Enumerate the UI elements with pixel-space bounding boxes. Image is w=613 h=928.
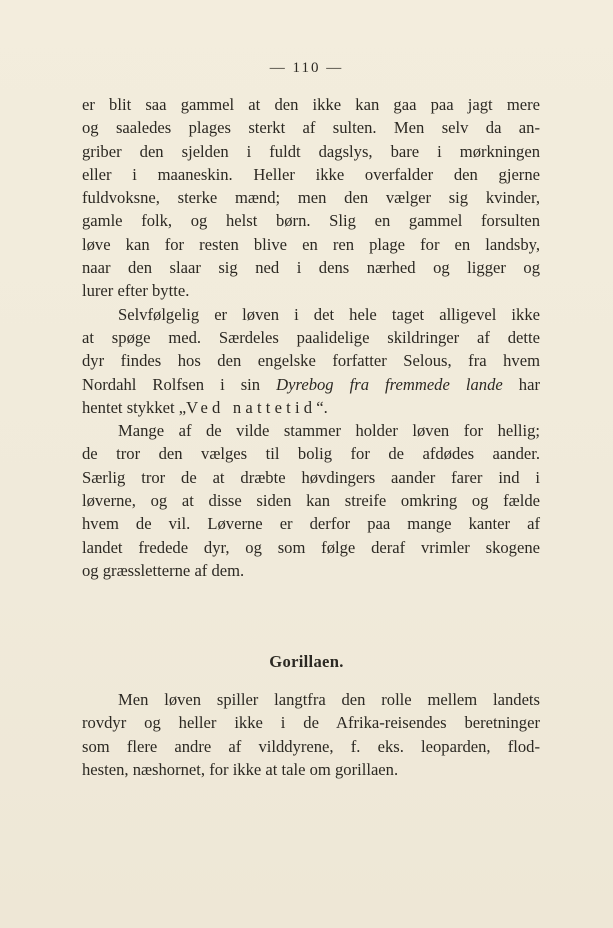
- text-line: [82, 396, 540, 419]
- text-line: landet fredede dyr, og som følge deraf vrimler skogene: [82, 537, 540, 557]
- text-line: fuldvoksne, sterke mænd; men den vælger sig kvinder,: [82, 188, 540, 208]
- text-line: rovdyr og heller ikke i de Afrika-reisendes beretninger: [82, 713, 540, 733]
- body-text: [82, 688, 540, 781]
- text-line: lurer efter bytte.: [82, 281, 190, 301]
- text-run: “.: [316, 397, 328, 417]
- text-line: hvem de vil. Løverne er derfor paa mange kanter af: [82, 514, 540, 534]
- text-line: griber den sjelden i fuldt dagslys, bare i mørkningen: [82, 141, 540, 161]
- text-line: eller i maaneskin. Heller ikke overfalder den gjerne: [82, 164, 540, 184]
- text-run: hentet stykket „: [82, 397, 187, 417]
- text-line: og saaledes plages sterkt af sulten. Men selv da an-: [82, 118, 540, 138]
- text-line: gamle folk, og helst børn. Slig en gammel forsulten: [82, 211, 540, 231]
- text-line: Men løven spiller langtfra den rolle mellem landets: [118, 690, 540, 709]
- text-line: Selvfølgelig er løven i det hele taget alligevel ikke: [118, 304, 540, 324]
- text-line: som flere andre af vilddyrene, f. eks. leoparden, flod-: [82, 736, 540, 756]
- text-line: løverne, og at disse siden kan streife omkring og fælde: [82, 491, 540, 511]
- text-line: er blit saa gammel at den ikke kan gaa paa jagt mere: [82, 95, 540, 114]
- text-run: har: [502, 374, 540, 394]
- story-title: Ved nattetid: [186, 397, 317, 417]
- text-line: at spøge med. Særdeles paalidelige skildringer af dette: [82, 327, 540, 347]
- text-line: dyr findes hos den engelske forfatter Selous, fra hvem: [82, 351, 540, 371]
- text-line: Mange af de vilde stammer holder løven for hellig;: [118, 421, 540, 441]
- text-run: Nordahl Rolfsen i sin: [82, 374, 277, 394]
- text-line: hesten, næshornet, for ikke at tale om gorillaen.: [82, 759, 399, 779]
- text-line: [82, 373, 540, 396]
- text-line: Særlig tror de at dræbte høvdingers aander farer ind i: [82, 467, 540, 487]
- text-line: de tror den vælges til bolig for de afdødes aander.: [82, 444, 540, 464]
- text-line: naar den slaar sig ned i dens nærhed og ligger og: [82, 258, 540, 278]
- text-line: løve kan for resten blive en ren plage for en landsby,: [82, 234, 540, 254]
- body-text: [82, 93, 540, 582]
- section-heading: Gorillaen.: [269, 652, 344, 671]
- page-number: — 110 —: [269, 60, 344, 76]
- text-line: og græssletterne af dem.: [82, 560, 245, 580]
- book-title: Dyrebog fra fremmede lande: [276, 374, 503, 394]
